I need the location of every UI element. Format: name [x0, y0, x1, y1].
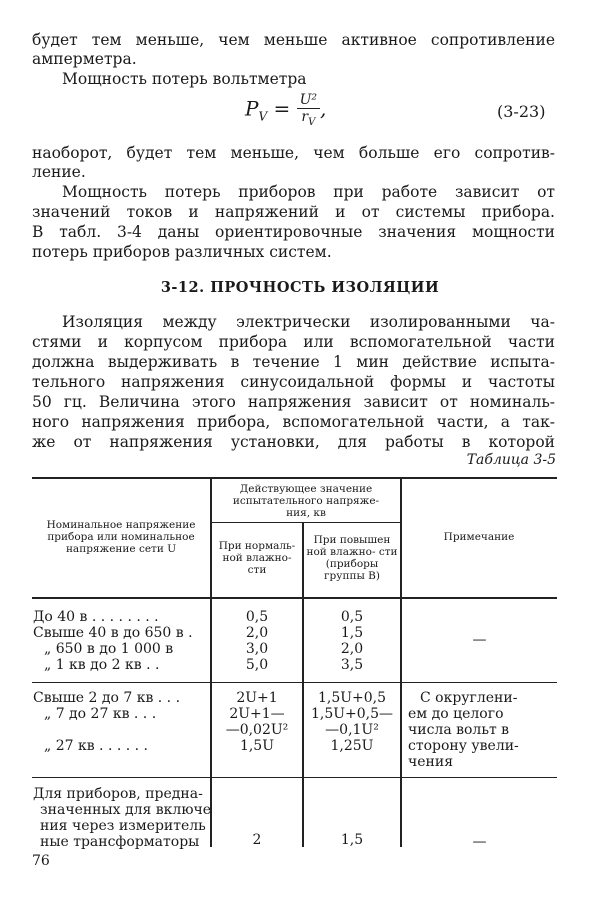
note-line: чения: [408, 754, 454, 770]
value-normal: 5,0: [245, 657, 269, 673]
table-rule: [32, 777, 557, 778]
row-label: Свыше 2 до 7 кв . . .: [33, 690, 181, 706]
text-line: потерь приборов различных систем.: [32, 243, 332, 261]
denominator-sub: V: [308, 116, 316, 128]
formula-lhs-sub: V: [258, 109, 268, 124]
text-line: значений токов и напряжений и от системы прибора.: [32, 203, 555, 221]
value-high: 1,5: [340, 832, 364, 848]
numerator: U²: [297, 92, 320, 109]
text-line: В табл. 3-4 даны ориентировочные значения мощности: [32, 223, 555, 241]
text-line: Мощность потерь вольтметра: [62, 70, 307, 88]
header-normal-humidity: При нормаль- ной влажно- сти: [218, 540, 296, 576]
value-normal: —0,02U²: [225, 722, 289, 738]
row-label: Свыше 40 в до 650 в .: [33, 625, 193, 641]
value-normal: 2U+1—: [229, 706, 285, 722]
note-line: числа вольт в: [408, 722, 510, 738]
row-label: значенных для включе: [40, 802, 212, 818]
text-line: стями и корпусом прибора или вспомогательной части: [32, 333, 555, 351]
row-label: До 40 в . . . . . . . .: [33, 609, 159, 625]
row-label: ные трансформаторы: [40, 834, 200, 850]
page-number: 76: [32, 853, 50, 869]
header-nominal-voltage: Номинальное напряжение прибора или номинальное напряжение сети U: [46, 519, 196, 555]
note: —: [472, 834, 487, 850]
note-line: ем до целого: [408, 706, 504, 722]
table-rule: [32, 477, 557, 479]
table-divider: [400, 479, 402, 847]
value-high: 0,5: [340, 609, 364, 625]
formula: $P_V$ = $\frac{\text{U²}}{r_V}$ ,: [245, 92, 327, 128]
text-line: тельного напряжения синусоидальной формы и частоты: [32, 373, 555, 391]
table-rule: [210, 522, 400, 523]
text-line: амперметра.: [32, 50, 137, 68]
text-line: Мощность потерь приборов при работе зависит от: [62, 183, 555, 201]
row-label: „ 7 до 27 кв . . .: [44, 706, 157, 722]
table-divider: [302, 522, 304, 847]
value-normal: 2U+1: [236, 690, 278, 706]
note-line: сторону увели-: [408, 738, 519, 754]
value-high: 2,0: [340, 641, 364, 657]
row-label: „ 1 кв до 2 кв . .: [44, 657, 160, 673]
table-caption: Таблица 3-5: [466, 452, 556, 468]
value-high: 3,5: [340, 657, 364, 673]
section-heading: 3-12. ПРОЧНОСТЬ ИЗОЛЯЦИИ: [160, 279, 440, 296]
note-line: С округлени-: [420, 690, 518, 706]
row-label: ния через измеритель: [40, 818, 206, 834]
value-high: 1,5U+0,5: [317, 690, 387, 706]
equation-number: (3-23): [497, 102, 546, 121]
text-line: Изоляция между электрически изолированными ча-: [62, 313, 555, 331]
row-label: Для приборов, предна-: [33, 786, 203, 802]
text-line: же от напряжения установки, для работы в которой: [32, 433, 555, 451]
formula-lhs: P: [245, 96, 259, 121]
value-high: 1,5U+0,5—: [310, 706, 394, 722]
denominator: r: [301, 109, 309, 125]
value-normal: 2,0: [245, 625, 269, 641]
fraction: [297, 92, 320, 128]
text-line: будет тем меньше, чем меньше активное сопротивление: [32, 31, 555, 49]
text-line: должна выдерживать в течение 1 мин действие испыта-: [32, 353, 555, 371]
note: —: [472, 632, 487, 648]
header-test-voltage: Действующее значение испытательного напряже- ния, кв: [232, 483, 380, 519]
row-label: „ 650 в до 1 000 в: [44, 641, 174, 657]
row-label: „ 27 кв . . . . . .: [44, 738, 149, 754]
value-normal: 1,5U: [239, 738, 275, 754]
text-line: наоборот, будет тем меньше, чем больше его сопротив-: [32, 144, 555, 162]
value-high: —0,1U²: [325, 722, 379, 738]
table-rule: [32, 682, 557, 683]
header-note: Примечание: [443, 531, 515, 543]
header-high-humidity: При повышен ной влажно- сти (приборы группы В): [306, 534, 398, 582]
value-normal: 3,0: [245, 641, 269, 657]
text-line: ного напряжения прибора, вспомогательной части, а так-: [32, 413, 555, 431]
value-normal: 2: [252, 832, 262, 848]
table-rule: [32, 597, 557, 599]
text-line: 50 гц. Величина этого напряжения зависит от номиналь-: [32, 393, 555, 411]
value-normal: 0,5: [245, 609, 269, 625]
text-line: ление.: [32, 163, 86, 181]
value-high: 1,25U: [330, 738, 374, 754]
value-high: 1,5: [340, 625, 364, 641]
